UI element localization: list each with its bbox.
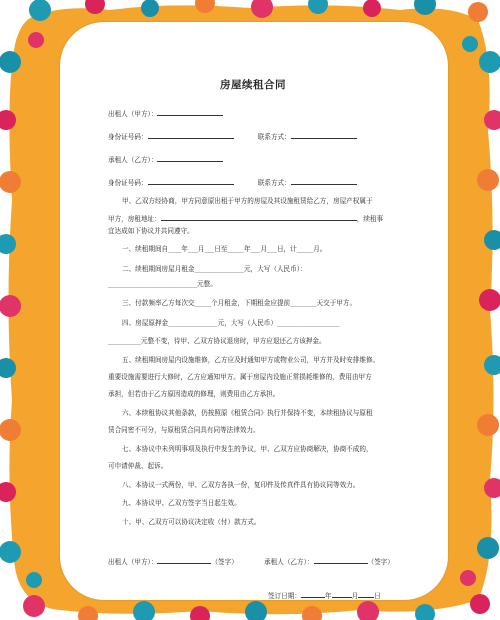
date-month-field[interactable] [332,590,352,598]
clause-7-line-1: 七、本协议中未列明事项及执行中发生的争议，甲、乙双方应协商解决，协商不成的， [122,445,373,453]
intro-line-1: 甲、乙双方经协商，甲方同意原出租于甲方的房屋及其设施租赁给乙方，房屋产权属于 [122,197,373,205]
lessee-id-label: 身份证号码： [108,179,148,187]
lessor-signature-field[interactable] [157,556,211,564]
clause-3: 三、付款频率乙方每次交_____个月租金，下期租金应提前________天交于甲方。 [122,299,357,307]
clause-5-line-1: 五、续租期间房屋内设施维修，乙方应及时通知甲方或物业公司，甲方并及时安排维修。 [122,356,380,364]
clause-1: 一、续租期间自____年___月___日至_____年___月___日，计_____月。 [122,245,327,253]
lessor-id-line [108,131,357,141]
clause-9: 九、本协议甲、乙双方签字当日起生效。 [122,499,241,507]
lessor-label: 出租人（甲方）： [108,110,158,118]
lessor-contact-label: 联系方式： [257,133,291,141]
intro-line-2 [108,213,383,223]
lessor-contact-field[interactable] [291,131,357,139]
date-day-field[interactable] [358,590,374,598]
signing-date-line [268,590,381,600]
clause-4-line-1: 四、房屋原押金_______________元，大写（人民币）___________________ [122,319,340,327]
lessee-id-line [108,177,357,187]
lessor-id-field[interactable] [148,131,234,139]
clause-10: 十、甲、乙双方可以协议决定收（付）款方式。 [122,518,261,526]
clause-8: 八、本协议一式两份，甲、乙双方各执一份，复印件及传真件具有协议同等效力。 [122,481,360,489]
date-year-unit: 年 [324,592,332,600]
date-year-field[interactable] [301,590,325,598]
lessor-name-field[interactable] [157,108,223,116]
lessee-signature-field[interactable] [314,556,368,564]
clause-4-line-2: __________元整不变，待甲、乙双方协议退房时，甲方应退还乙方该押金。 [108,337,326,345]
lessee-contact-label: 联系方式： [257,179,291,187]
date-label: 签订日期： [268,592,301,600]
date-month-unit: 月 [351,592,359,600]
sign-lessee-label: 承租人（乙方）： [264,558,314,566]
sign-lessee-note: （签字） [367,558,394,566]
lessee-line [108,154,223,164]
lessee-contact-field[interactable] [291,177,357,185]
clause-6-line-2: 赁合同密不可分，与原租赁合同具有同等法律效力。 [108,426,260,434]
lessor-id-label: 身份证号码： [108,133,148,141]
sign-lessor-label: 出租人（甲方）： [108,558,158,566]
clause-2-line-1: 二、续租期间房屋月租金_______________元，大写（人民币）： [122,265,307,273]
signature-line [108,556,394,566]
lessor-line [108,108,223,118]
date-day-unit: 日 [374,592,381,600]
clause-5-line-3: 承担，但若由于乙方原因造成的修理，则费用由乙方承担。 [108,390,280,398]
intro-line-3: 宜达成如下协议并共同遵守。 [108,227,194,235]
intro-line-2-tail: ，续租事 [356,215,384,223]
clause-5-line-2: 重要设施需要进行大修时，乙方应通知甲方。属于房屋内设施正常损耗维修的，费用由甲方 [108,373,372,381]
lessee-label: 承租人（乙方）： [108,156,158,164]
address-field[interactable] [161,213,357,221]
clause-6-line-1: 六、本续租协议其他条款，仍按照原《租赁合同》执行并保持不变，本续租协议与原租 [122,409,373,417]
contract-title: 房屋续租合同 [220,79,286,91]
clause-2-line-2: ___________________________元整。 [108,280,217,288]
address-label: 甲方，房租地址： [108,215,161,223]
lessee-id-field[interactable] [148,177,234,185]
sign-lessor-note: （签字） [211,558,238,566]
clause-7-line-2: 可申请仲裁、起诉。 [108,462,168,470]
lessee-name-field[interactable] [157,154,223,162]
